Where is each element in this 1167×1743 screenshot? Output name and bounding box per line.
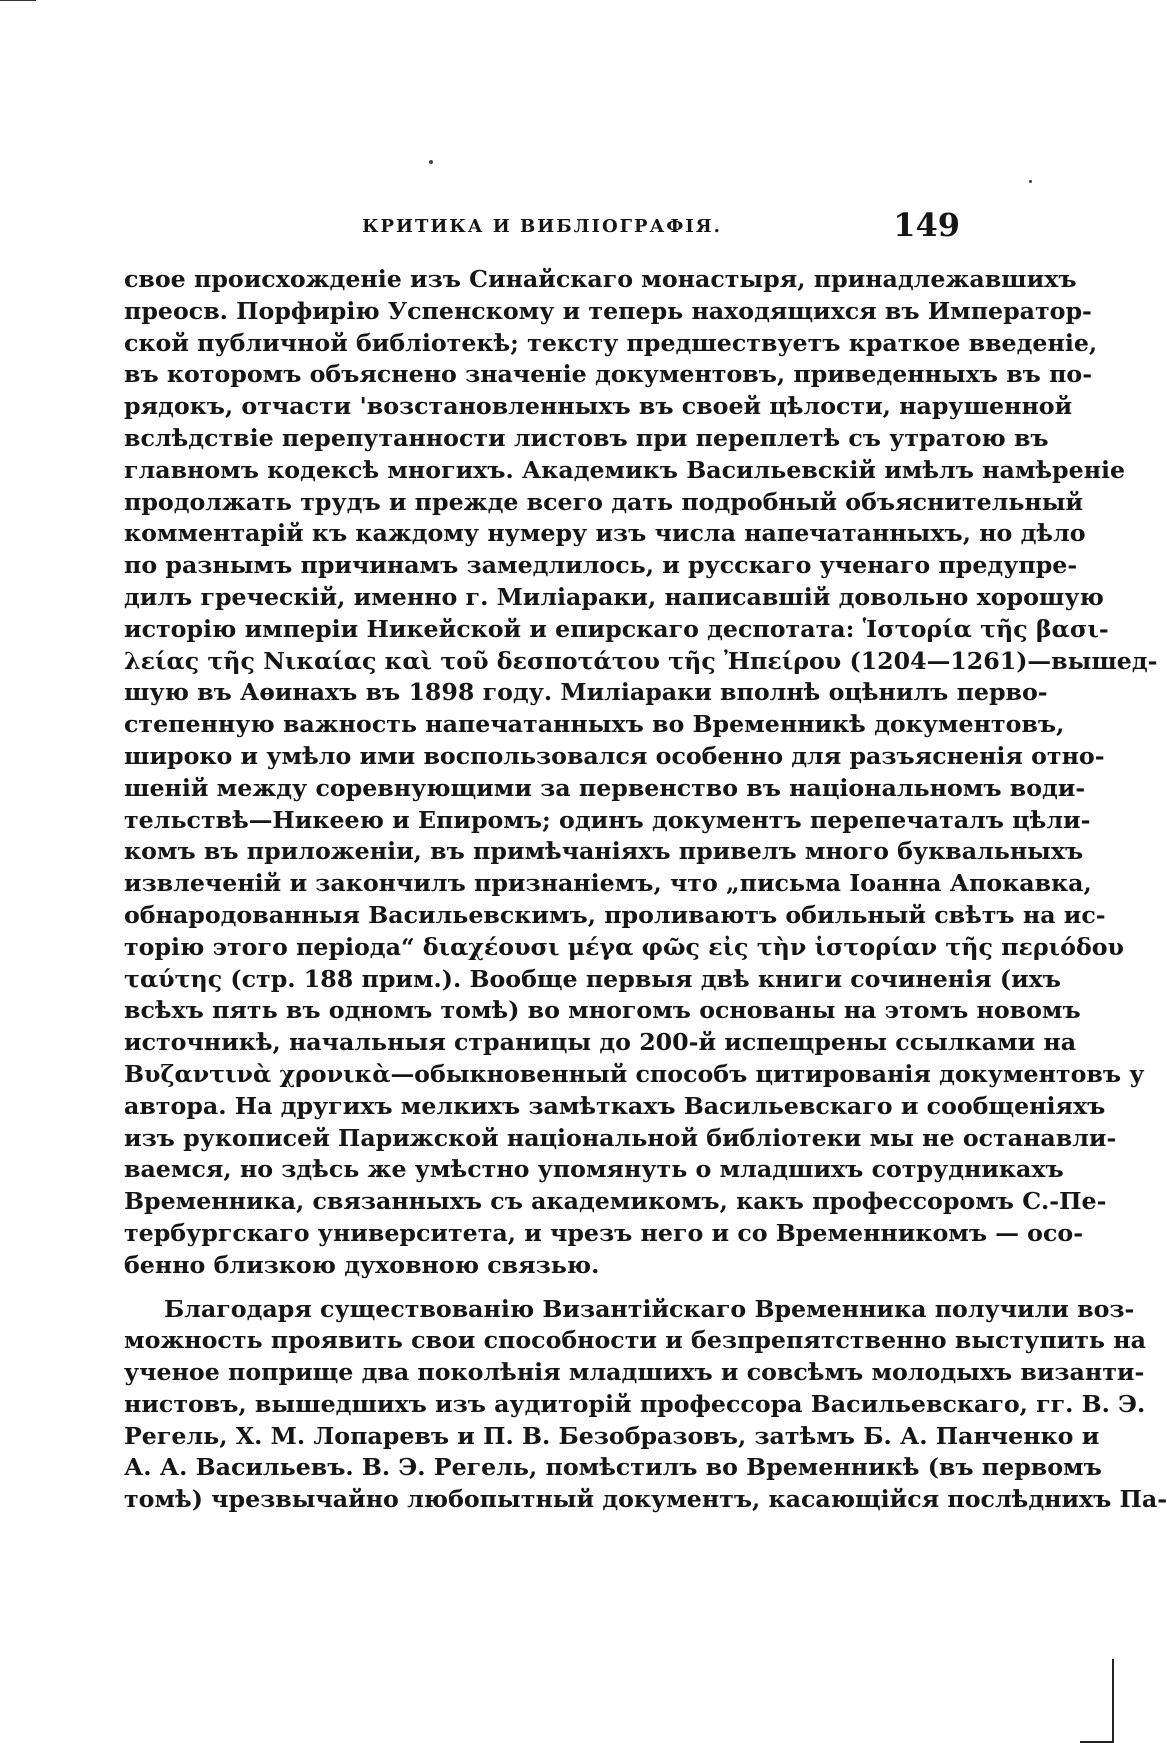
text-line: тельствѣ—Никеею и Епиромъ; одинъ документъ перепечаталъ цѣли-	[124, 805, 1091, 834]
text-line: торію этого періода“ διαχέουσι μέγα φῶς εἰς τὴν ἱστορίαν τῆς περιόδου	[124, 932, 1124, 961]
text-line: ваемся, но здѣсь же умѣстно упомянуть о младшихъ сотрудникахъ	[124, 1155, 1064, 1184]
text-line: преосв. Порфирію Успенскому и теперь находящихся въ Император-	[124, 296, 1092, 325]
body-text	[124, 264, 1167, 1516]
text-line: вслѣдствіе перепутанности листовъ при переплетѣ съ утратою въ	[124, 423, 1049, 452]
text-line: исторію имперіи Никейской и епирскаго деспотата: Ἱστορία τῆς βασι-	[124, 614, 1109, 643]
page-number: 149	[893, 206, 960, 244]
text-line: А. А. Васильевъ. В. Э. Регель, помѣстилъ во Временникѣ (въ первомъ	[124, 1453, 1102, 1482]
text-line: изъ рукописей Парижской національной библіотеки мы не останавли-	[124, 1123, 1117, 1152]
text-line: шую въ Аѳинахъ въ 1898 году. Миліараки вполнѣ оцѣнилъ перво-	[124, 678, 1048, 707]
text-line: Βυζαντινὰ χρονικὰ—обыкновенный способъ цитированія документовъ у	[124, 1059, 1145, 1088]
text-line: можность проявить свои способности и безпрепятственно выступить на	[124, 1326, 1146, 1355]
text-line: широко и умѣло ими воспользовался особенно для разъясненія отно-	[124, 741, 1105, 770]
text-line: дилъ греческій, именно г. Миліараки, написавшій довольно хорошую	[124, 582, 1104, 611]
text-line: нистовъ, вышедшихъ изъ аудиторій профессора Васильевскаго, гг. В. Э.	[124, 1389, 1146, 1418]
text-line: автора. На другихъ мелкихъ замѣткахъ Васильевскаго и сообщеніяхъ	[124, 1091, 1106, 1120]
text-line: степенную важность напечатанныхъ во Временникѣ документовъ,	[124, 710, 1065, 739]
paragraph	[124, 264, 1158, 1282]
text-line: томѣ) чрезвычайно любопытный документъ, касающійся послѣднихъ Па-	[124, 1485, 1167, 1514]
text-line: рядокъ, отчасти 'возстановленныхъ въ своей цѣлости, нарушенной	[124, 392, 1073, 421]
page-header	[124, 206, 960, 246]
paragraph-container	[124, 264, 1167, 1516]
text-line: шеній между соревнующими за первенство въ національномъ води-	[124, 773, 1086, 802]
text-line: Регель, Х. М. Лопаревъ и П. В. Безобразовъ, затѣмъ Б. А. Панченко и	[124, 1421, 1100, 1450]
paragraph	[124, 1294, 1167, 1517]
text-line: Временника, связанныхъ съ академикомъ, какъ профессоромъ С.-Пе-	[124, 1187, 1107, 1216]
text-line: бенно близкою духовною связью.	[124, 1250, 600, 1279]
text-line: ταύτης (стр. 188 прим.). Вообще первыя двѣ книги сочиненія (ихъ	[124, 964, 1061, 993]
scan-speck	[429, 160, 433, 164]
paragraph-gap	[124, 1282, 960, 1294]
text-line: всѣхъ пять въ одномъ томѣ) во многомъ основаны на этомъ новомъ	[124, 996, 1081, 1025]
text-line: извлеченій и закончилъ признаніемъ, что „письма Іоанна Апокавка,	[124, 869, 1092, 898]
text-line: главномъ кодексѣ многихъ. Академикъ Васильевскій имѣлъ намѣреніе	[124, 455, 1126, 484]
text-line: по разнымъ причинамъ замедлилось, и русскаго ученаго предупре-	[124, 551, 1078, 580]
text-line: Благодаря существованію Византійскаго Временника получили воз-	[164, 1294, 1135, 1323]
scan-speck	[1029, 180, 1032, 183]
running-title: КРИТИКА И ВИБЛІОГРАФІЯ.	[362, 216, 722, 237]
text-line: обнародованныя Васильевскимъ, проливаютъ обильный свѣтъ на ис-	[124, 900, 1106, 929]
text-line: комъ въ приложеніи, въ примѣчаніяхъ привелъ много буквальныхъ	[124, 837, 1084, 866]
text-line: источникѣ, начальныя страницы до 200-й испещрены ссылками на	[124, 1028, 1077, 1057]
text-line: ской публичной библіотекѣ; тексту предшествуетъ краткое введеніе,	[124, 328, 1098, 357]
crop-mark	[1112, 1659, 1114, 1743]
text-line: комментарій къ каждому нумеру изъ числа напечатанныхъ, но дѣло	[124, 519, 1086, 548]
text-line: продолжать трудъ и прежде всего дать подробный объяснительный	[124, 487, 1084, 516]
text-line: ученое поприще два поколѣнія младшихъ и совсѣмъ молодыхъ византи-	[124, 1358, 1145, 1387]
text-line: свое происхожденіе изъ Синайскаго монастыря, принадлежавшихъ	[124, 265, 1077, 293]
text-line: λείας τῆς Νικαίας καὶ τοῦ δεσποτάτου τῆς Ἠπείρου (1204—1261)—вышед-	[124, 646, 1158, 675]
text-line: въ которомъ объяснено значеніе документовъ, приведенныхъ въ по-	[124, 360, 1093, 389]
text-line: тербургскаго университета, и чрезъ него и со Временникомъ — осо-	[124, 1218, 1084, 1247]
scan-edge-mark	[0, 0, 36, 1]
